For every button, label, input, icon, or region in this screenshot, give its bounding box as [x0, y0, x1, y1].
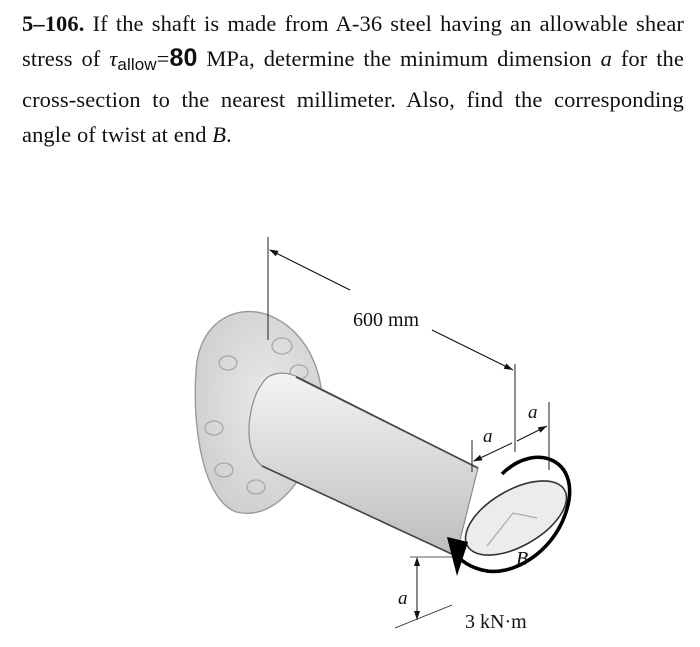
- problem-text-part-4: .: [226, 122, 232, 147]
- equals-sign: =: [156, 46, 170, 71]
- tau-subscript: allow: [117, 55, 157, 74]
- width-dimension: [472, 402, 549, 472]
- dim-a-label: a: [483, 426, 493, 447]
- tau-symbol: τ: [109, 46, 118, 71]
- end-label: B: [212, 122, 227, 147]
- end-b-label: B: [516, 548, 529, 570]
- height-dimension: [395, 557, 452, 628]
- torque-arrow-head: [447, 537, 468, 576]
- problem-text-part-2: MPa, determine the minimum dimension: [197, 46, 601, 71]
- length-label: 600 mm: [353, 309, 420, 331]
- problem-number: 5–106.: [22, 11, 85, 36]
- dim-a-label: a: [528, 402, 538, 423]
- dim-a-label: a: [398, 588, 408, 609]
- allowable-stress-value: 80: [169, 44, 198, 72]
- problem-text-part-3: for the cross-section to the nearest millimeter. Also, find the corresponding angle of twist at end: [22, 46, 684, 147]
- torque-label: 3 kN·m: [465, 611, 527, 633]
- problem-text-part-1: If the shaft is made from A-36 steel having an allowable shear stress of: [22, 11, 684, 71]
- dimension-variable: a: [600, 46, 612, 71]
